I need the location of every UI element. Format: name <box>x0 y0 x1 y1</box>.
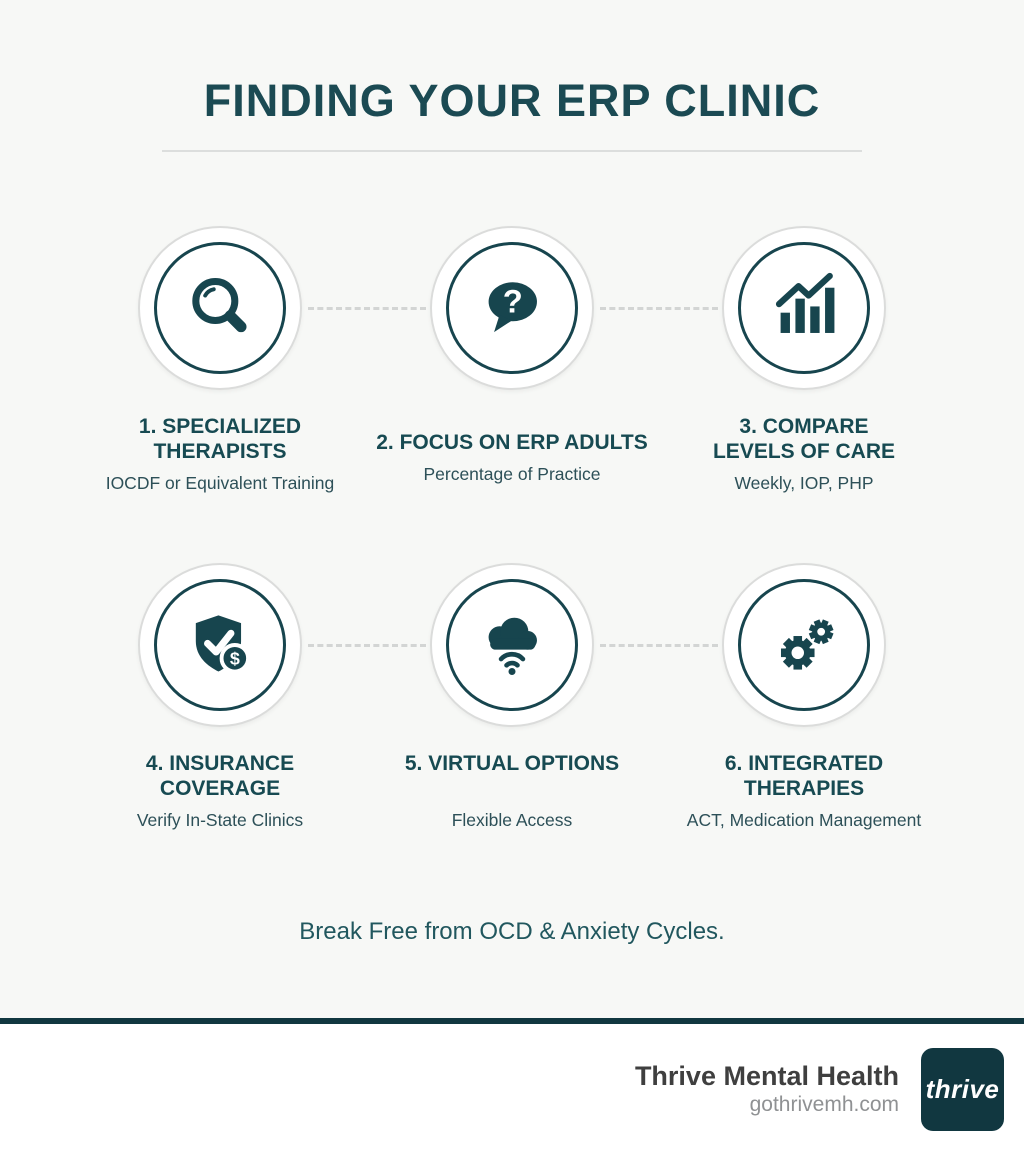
thrive-logo-text: thrive <box>925 1073 1000 1104</box>
step-1 <box>74 226 366 500</box>
connector-line <box>308 644 426 647</box>
title-divider <box>162 150 862 152</box>
step-3 <box>658 226 950 500</box>
thrive-logo <box>921 1048 1004 1131</box>
step-1-title: 1. SPECIALIZED THERAPISTS <box>138 415 302 463</box>
step-4 <box>74 563 366 837</box>
connector-line <box>600 644 718 647</box>
step-2-subtitle: Percentage of Practice <box>423 463 601 484</box>
step-6 <box>658 563 950 837</box>
footer-website: gothrivemh.com <box>749 1093 899 1116</box>
step-4-title: 4. INSURANCE COVERAGE <box>145 752 295 800</box>
step-5-title: 5. VIRTUAL OPTIONS <box>404 752 620 775</box>
footer-brand-name: Thrive Mental Health <box>634 1061 899 1091</box>
magnifier-icon <box>181 269 259 347</box>
connector-line <box>600 307 718 310</box>
step-2 <box>366 226 658 500</box>
step-4-circle <box>138 563 302 727</box>
step-5-subtitle: Flexible Access <box>451 810 573 830</box>
step-5 <box>366 563 658 837</box>
bar-chart-icon <box>765 269 843 347</box>
connector-line <box>308 307 426 310</box>
step-3-subtitle: Weekly, IOP, PHP <box>734 473 874 493</box>
header <box>0 0 1024 152</box>
step-5-circle <box>430 563 594 727</box>
step-2-title: 2. FOCUS ON ERP ADULTS <box>376 430 648 454</box>
steps-row-2 <box>74 563 950 837</box>
svg-text:?: ? <box>502 282 523 320</box>
question-bubble-icon <box>473 269 551 347</box>
step-3-title: 3. COMPARE LEVELS OF CARE <box>712 415 896 463</box>
step-1-subtitle: IOCDF or Equivalent Training <box>105 473 335 493</box>
step-1-circle <box>138 226 302 390</box>
step-6-circle <box>722 563 886 727</box>
step-4-subtitle: Verify In-State Clinics <box>136 810 304 830</box>
tagline: Break Free from OCD & Anxiety Cycles. <box>299 918 725 945</box>
step-6-title: 6. INTEGRATED THERAPIES <box>724 752 884 800</box>
steps-row-1 <box>74 226 950 500</box>
page-title: FINDING YOUR ERP CLINIC <box>203 75 821 126</box>
gears-icon <box>765 606 843 684</box>
svg-text:$: $ <box>229 648 240 669</box>
shield-dollar-icon <box>181 606 259 684</box>
footer-text <box>635 1060 899 1118</box>
step-6-subtitle: ACT, Medication Management <box>686 810 922 830</box>
step-3-circle <box>722 226 886 390</box>
step-2-circle <box>430 226 594 390</box>
footer <box>0 1024 1024 1154</box>
cloud-wifi-icon <box>473 606 551 684</box>
